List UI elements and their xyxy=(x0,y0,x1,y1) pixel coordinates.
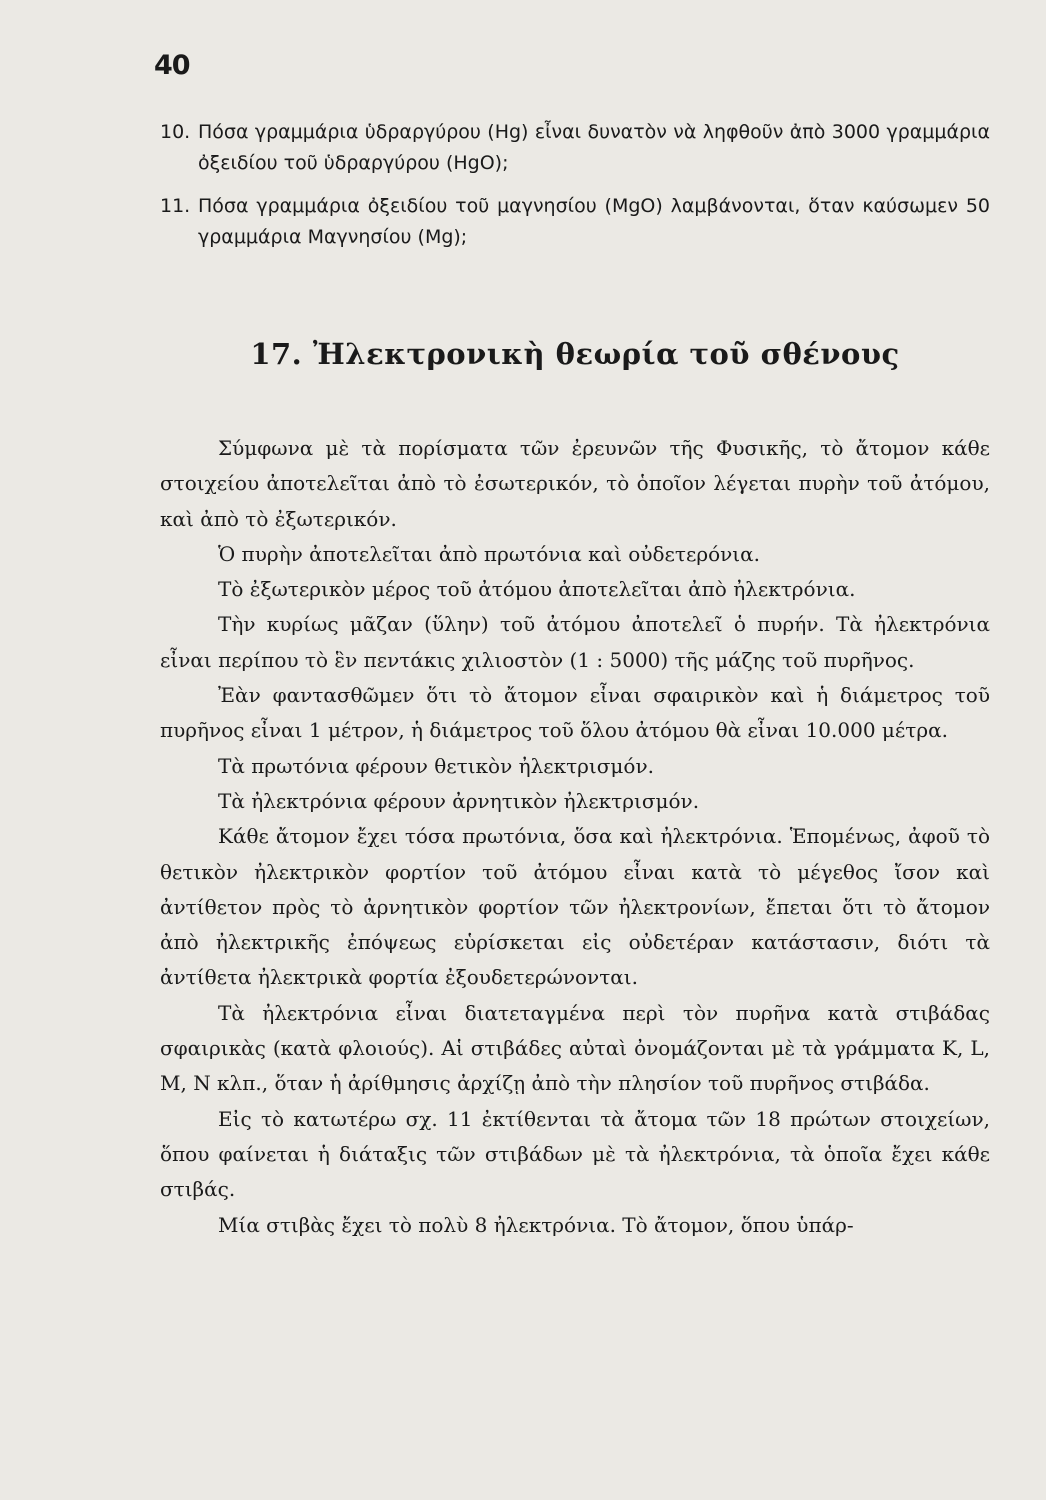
page-number: 40 xyxy=(154,50,190,81)
paragraph: Μία στιβὰς ἔχει τὸ πολὺ 8 ἠλεκτρόνια. Τὸ ἄτομον, ὅπου ὑπάρ- xyxy=(218,1212,854,1237)
paragraph: Τὰ ἠλεκτρόνια φέρουν ἀρνητικὸν ἠλεκτρισμόν. xyxy=(218,788,700,813)
exercise-number: 11. xyxy=(160,195,191,217)
section-body xyxy=(160,431,990,1243)
paragraph: Ἐὰν φαντασθῶμεν ὅτι τὸ ἄτομον εἶναι σφαιρικὸν καὶ ἡ διάμετρος τοῦ πυρῆνος εἶναι 1 μέτρον, ἡ διάμετρος τοῦ ὅλου ἀτόμου θὰ εἶναι 10.000 μέτρα. xyxy=(160,683,990,743)
paragraph: Κάθε ἄτομον ἔχει τόσα πρωτόνια, ὅσα καὶ ἠλεκτρόνια. Ἑπομένως, ἀφοῦ τὸ θετικὸν ἠλεκτρικὸν φορτίον τοῦ ἀτόμου εἶναι κατὰ τὸ μέγεθος ἴσον καὶ ἀντίθετον πρὸς τὸ ἀρνητικὸν φορτίον τῶν ἠλεκτρονίων, ἔπεται ὅτι τὸ ἄτομον ἀπὸ ἠλεκτρικῆς ἐπόψεως εὑρίσκεται εἰς οὐδετέραν κατάστασιν, διότι τὰ ἀντίθετα ἠλεκτρικὰ φορτία ἐξουδετερώνονται. xyxy=(160,824,990,990)
section-heading: 17. Ἠλεκτρονικὴ θεωρία τοῦ σθένους xyxy=(250,337,900,371)
exercise-list xyxy=(160,117,990,265)
exercise-text: Πόσα γραμμάρια ὀξειδίου τοῦ μαγνησίου (MgO) λαμβάνονται, ὅταν καύσωμεν 50 γραμμάρια Μαγνησίου (Mg); xyxy=(198,195,990,248)
paragraph: Ὁ πυρὴν ἀποτελεῖται ἀπὸ πρωτόνια καὶ οὐδετερόνια. xyxy=(218,541,760,566)
paragraph: Τὰ πρωτόνια φέρουν θετικὸν ἠλεκτρισμόν. xyxy=(218,753,654,778)
paragraph: Εἰς τὸ κατωτέρω σχ. 11 ἐκτίθενται τὰ ἄτομα τῶν 18 πρώτων στοιχείων, ὅπου φαίνεται ἡ διάταξις τῶν στιβάδων μὲ τὰ ἠλεκτρόνια, τὰ ὁποῖα ἔχει κάθε στιβάς. xyxy=(160,1106,990,1202)
exercise-item xyxy=(160,117,990,179)
paragraph: Σύμφωνα μὲ τὰ πορίσματα τῶν ἐρευνῶν τῆς Φυσικῆς, τὸ ἄτομον κάθε στοιχείου ἀποτελεῖται ἀπὸ τὸ ἐσωτερικόν, τὸ ὁποῖον λέγεται πυρὴν τοῦ ἀτόμου, καὶ ἀπὸ τὸ ἐξωτερικόν. xyxy=(160,436,990,531)
paragraph: Τὰ ἠλεκτρόνια εἶναι διατεταγμένα περὶ τὸν πυρῆνα κατὰ στιβάδας σφαιρικὰς (κατὰ φλοιούς). Αἱ στιβάδες αὐταὶ ὀνομάζονται μὲ τὰ γράμματα K, L, M, N κλπ., ὅταν ἡ ἀρίθμησις ἀρχίζῃ ἀπὸ τὴν πλησίον τοῦ πυρῆνος στιβάδα. xyxy=(160,1000,990,1096)
paragraph: Τὸ ἐξωτερικὸν μέρος τοῦ ἀτόμου ἀποτελεῖται ἀπὸ ἠλεκτρόνια. xyxy=(218,577,856,602)
exercise-item xyxy=(160,191,990,253)
exercise-text: Πόσα γραμμάρια ὑδραργύρου (Hg) εἶναι δυνατὸν νὰ ληφθοῦν ἀπὸ 3000 γραμμάρια ὀξειδίου τοῦ ὑδραργύρου (HgO); xyxy=(198,121,990,174)
exercise-number: 10. xyxy=(160,121,191,143)
paragraph: Τὴν κυρίως μᾶζαν (ὕλην) τοῦ ἀτόμου ἀποτελεῖ ὁ πυρήν. Τὰ ἠλεκτρόνια εἶναι περίπου τὸ ἓν πεντάκις χιλιοστὸν (1 : 5000) τῆς μάζης τοῦ πυρῆνος. xyxy=(160,612,990,672)
